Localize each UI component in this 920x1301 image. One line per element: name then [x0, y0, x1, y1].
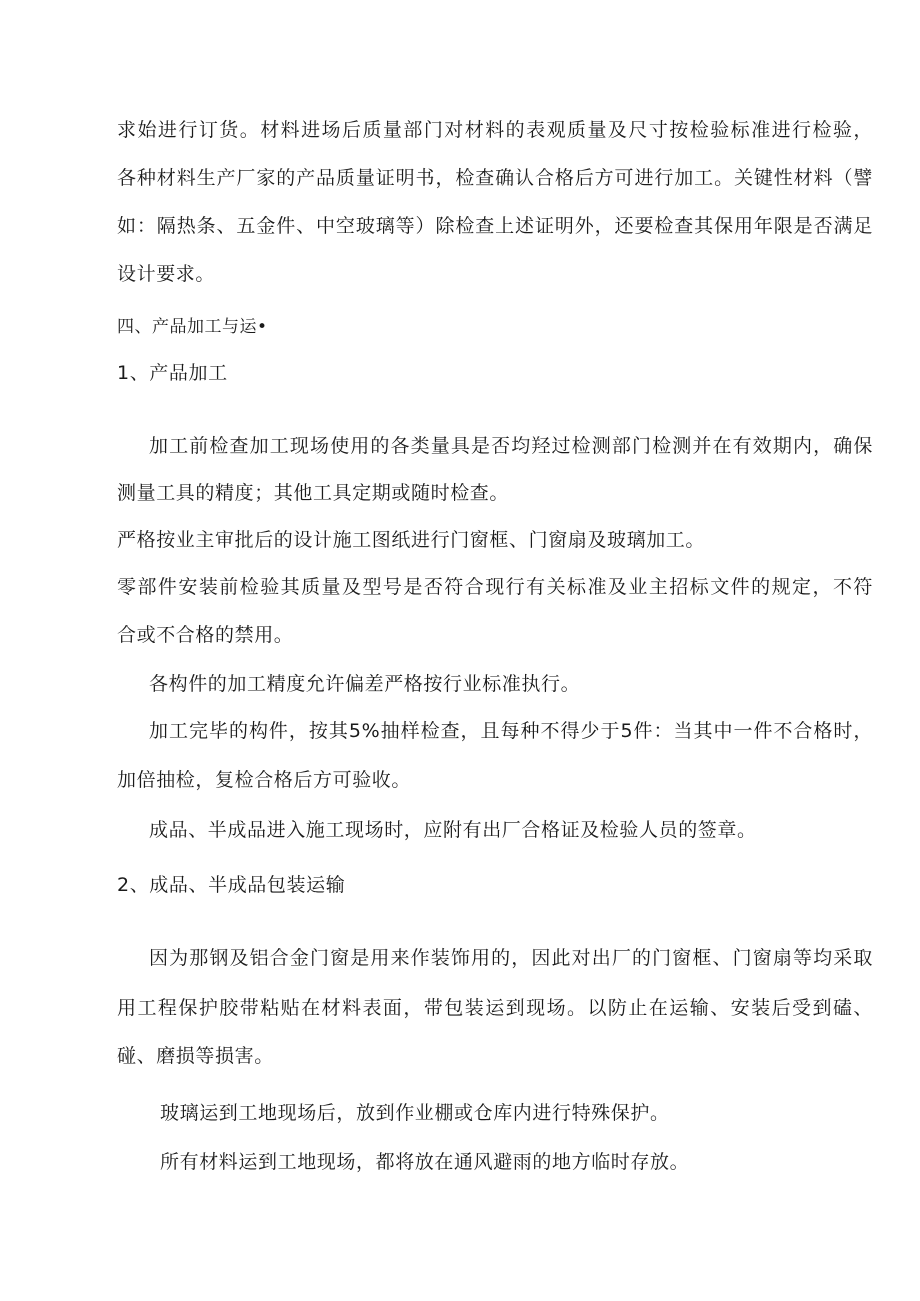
paragraph-components-line-2: 合或不合格的禁用。 — [117, 624, 294, 646]
paragraph-precision: 各构件的加工精度允许偏差严格按行业标准执行。 — [149, 673, 581, 695]
paragraph-packaging-line-2: 用工程保护胶带粘贴在材料表面，带包装运到现场。以防止在运输、安装后受到磕、 — [117, 997, 873, 1019]
section-4-heading: 四、产品加工与运• — [117, 317, 268, 337]
paragraph-gauges-line-1: 加工前检查加工现场使用的各类量具是否均羟过检测部门检测并在有效期内，确保 — [149, 435, 873, 457]
paragraph-drawings: 严格按业主审批后的设计施工图纸进行门窗框、门窗扇及玻璃加工。 — [117, 529, 706, 551]
paragraph-glass-storage: 玻璃运到工地现场后，放到作业棚或仓库内进行特殊保护。 — [160, 1102, 670, 1124]
paragraph-packaging-line-1: 因为那钢及铝合金门窗是用来作装饰用的，因此对出厂的门窗框、门窗扇等均采取 — [149, 947, 873, 969]
paragraph-sampling-line-2: 加倍抽检，复检合格后方可验收。 — [117, 769, 412, 791]
paragraph-materials-line-1: 求始进行订货。材料进场后质量部门对材料的表观质量及尺寸按检验标准进行检验， — [117, 119, 873, 141]
paragraph-material-storage: 所有材料运到工地现场，都将放在通风避雨的地方临时存放。 — [160, 1151, 690, 1173]
subsection-1-heading: 1、产品加工 — [117, 362, 228, 384]
paragraph-materials-line-4: 设计要求。 — [117, 263, 216, 285]
paragraph-materials-line-2: 各种材料生产厂家的产品质量证明书，检查确认合格后方可进行加工。关键性材料（譬 — [117, 167, 873, 189]
subsection-2-heading: 2、成品、半成品包装运输 — [117, 874, 346, 896]
paragraph-certificates: 成品、半成品进入施工现场时，应附有出厂合格证及检验人员的签章。 — [149, 819, 757, 841]
paragraph-gauges-line-2: 测量工具的精度；其他工具定期或随时检查。 — [117, 482, 510, 504]
paragraph-packaging-line-3: 碰、磨损等损害。 — [117, 1045, 274, 1067]
paragraph-components-line-1: 零部件安装前检验其质量及型号是否符合现行有关标准及业主招标文件的规定，不符 — [117, 576, 873, 598]
paragraph-materials-line-3: 如：隔热条、五金件、中空玻璃等）除检查上述证明外，还要检查其保用年限是否满足 — [117, 215, 873, 237]
paragraph-sampling-line-1: 加工完毕的构件，按其5%抽样检查，且每种不得少于5件：当其中一件不合格时， — [149, 720, 873, 742]
